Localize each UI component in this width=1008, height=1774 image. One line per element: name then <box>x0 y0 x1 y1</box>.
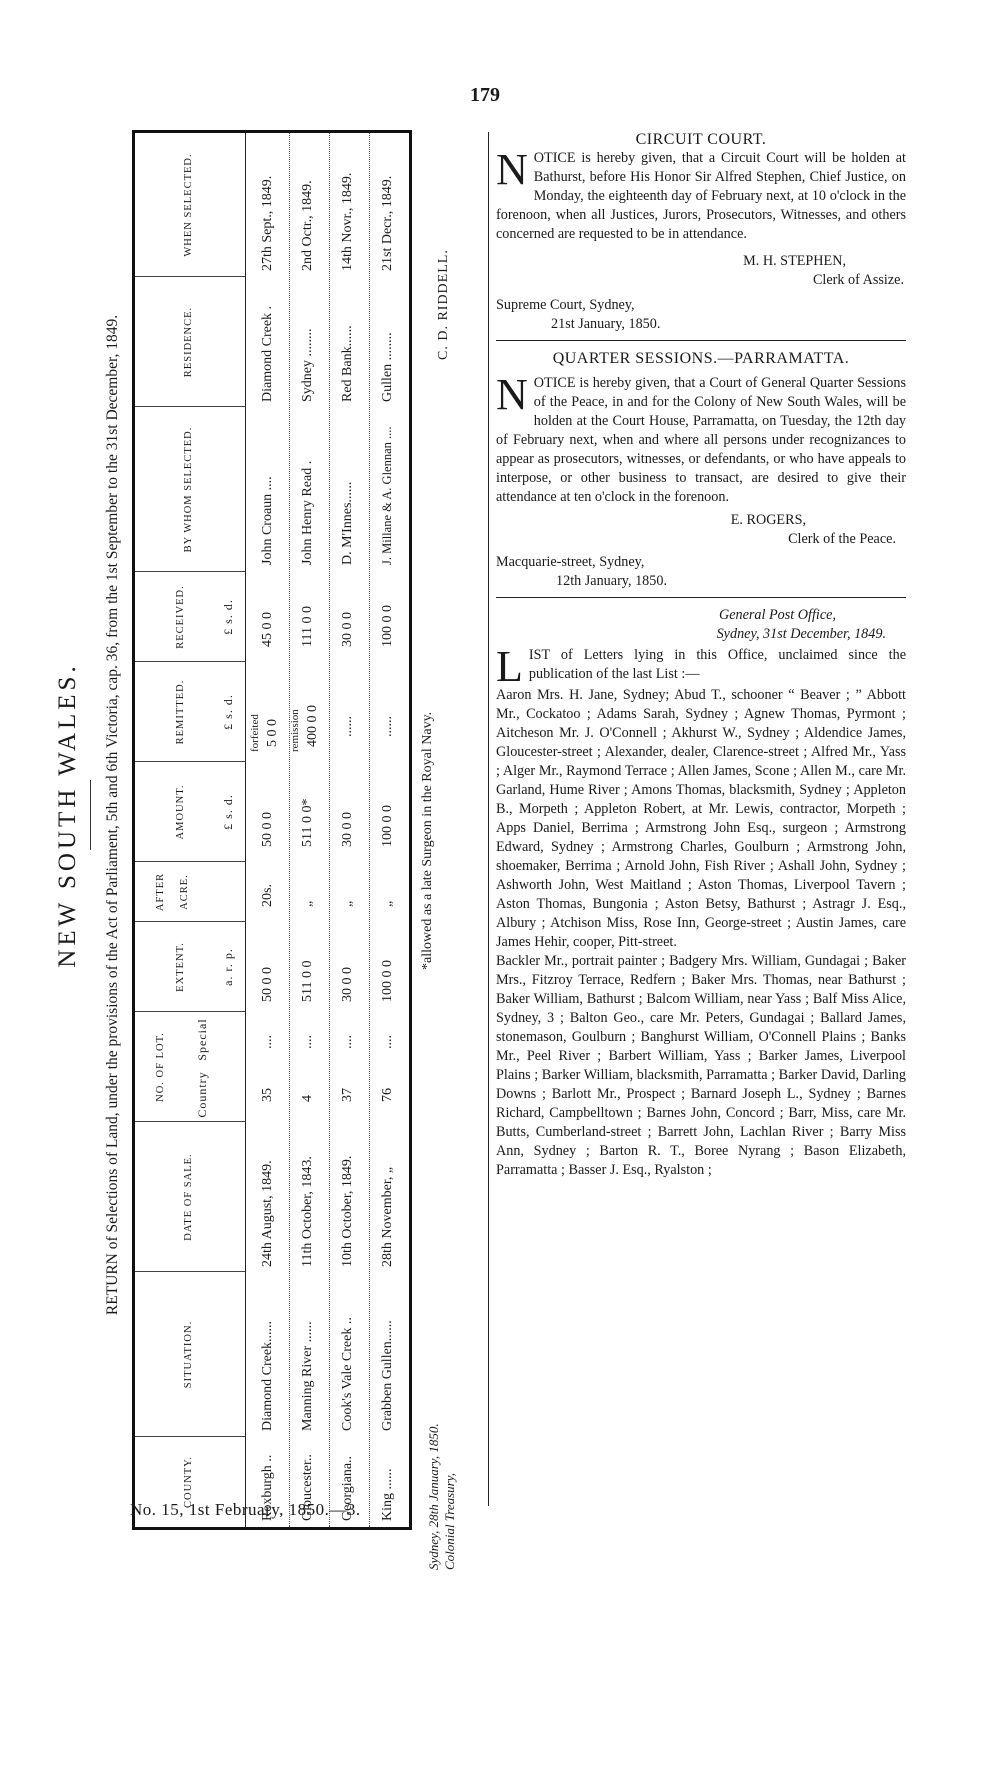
divider <box>496 597 906 598</box>
col-extent: EXTENT. a. r. p. <box>135 921 245 1012</box>
col-by-whom: BY WHOM SELECTED. <box>135 406 245 572</box>
quarter-notice: NOTICE is hereby given, that a Court of General Quarter Sessions of the Peace, in and for the Colony of New South Wales, will be holden at the Court House, Parramatta, on Tuesday, the 12th day of February next, when and where all persons under recognizances to appear as prosecutors, witnesses, or defendants, or who have appeals to interpose, or other business to transact, are desired to give their attendance at ten o'clock in the forenoon. <box>496 370 906 505</box>
circuit-title: CIRCUIT COURT. <box>635 131 767 148</box>
table-row: King ...... Grabben Gullen...... 28th November, „ 76 .... 100 0 0 „ 100 0 0 ...... 100 0 0 J. Millane & A. Glennan .... Gullen ........ 21st Decr., 1849. <box>380 175 395 1521</box>
circuit-notice: NOTICE is hereby given, that a Circuit Court will be holden at Bathurst, before His Honor Sir Alfred Stephen, Chief Justice, on Monday, the eighteenth day of February next, at 10 o'clock in the forenoon, when all Justices, Jurors, Prosecutors, Witnesses, and others concerned are requested to be in attendance. <box>496 145 906 242</box>
circuit-signer-title: Clerk of Assize. <box>812 272 904 288</box>
page-number: 179 <box>470 84 500 106</box>
col-received: RECEIVED. £ s. d. <box>135 571 245 662</box>
col-date: DATE OF SALE. <box>135 1121 245 1272</box>
signature-riddell: C. D. RIDDELL. <box>436 249 451 360</box>
col-county: COUNTY. <box>135 1436 245 1527</box>
table-row: Roxburgh .. Diamond Creek...... 24th August, 1849. 35 .... 50 0 0 20s. 50 0 0 forfeited 5 0 0 45 0 0 John Croaun .... Diamond Creek . 27th Sept., 1849. <box>251 133 290 1527</box>
quarter-place: Macquarie-street, Sydney, <box>496 554 645 570</box>
quarter-title: QUARTER SESSIONS.—PARRAMATTA. <box>552 350 850 367</box>
treasury-place: Colonial Treasury, <box>442 1472 457 1570</box>
footnote: *allowed as a late Surgeon in the Royal Navy. <box>420 711 435 970</box>
quarter-signer-title: Clerk of the Peace. <box>788 531 896 547</box>
col-acre: AFTER ACRE. <box>135 861 245 922</box>
dropcap: L <box>496 642 523 691</box>
land-return-section <box>50 100 457 1570</box>
col-when: WHEN SELECTED. <box>183 153 194 257</box>
circuit-place: Supreme Court, Sydney, <box>496 297 635 313</box>
quarter-date: 12th January, 1850. <box>556 573 667 589</box>
circuit-date: 21st January, 1850. <box>551 316 661 332</box>
letters-intro: LIST of Letters lying in this Office, unclaimed since the publication of the last List :— <box>496 642 906 691</box>
treasury-date: Sydney, 28th January, 1850. <box>426 1423 441 1570</box>
letters-list-b: Backler Mr., portrait painter ; Badgery Mrs. William, Gundagai ; Baker Mrs., Fitzroy Terrace, Redfern ; Baker Mrs. Thomas, near Bathurst ; Baker William, Bathurst ; Balcom William, near Yass ; Balf Miss Alice, Sydney, 3 ; Balton Geo., care Mr. Peters, Gundagai ; Ballard James, stonemason, Goulburn ; Banghurst William, O'Connell Plains ; Banks Mr., Peel River ; Barbert William, Yass ; Barker James, Liverpool Plains ; Barker William, blacksmith, Parramatta ; Barker David, Darling Downs ; Barlott Mr., Prospect ; Barnard Joseph L., Sydney ; Barnes Richard, Campbelltown ; Barnes John, Concord ; Barr, Miss, care Mr. Butts, Cumberland-street ; Barrett John, Lachlan River ; Barry Miss Ann, Sydney ; Barton R. T., Boree Nyrang ; Bason Elizabeth, Parramatta ; Basser J. Esq., Ryalston ; <box>496 953 906 1178</box>
table-row: Georgiana.. Cook's Vale Creek .. 10th October, 1849. 37 .... 30 0 0 „ 30 0 0 ...... 30 0 0 D. M'Innes...... Red Bank...... 14th Novr., 1849. <box>331 133 370 1527</box>
heading-rule <box>90 780 91 850</box>
column-divider <box>488 132 489 1506</box>
col-lot: NO. OF LOT. Country Special <box>135 1011 245 1122</box>
post-office-heading: General Post Office, <box>718 607 836 623</box>
quarter-signer: E. ROGERS, <box>730 512 806 528</box>
col-remitted: REMITTED. £ s. d. <box>135 661 245 762</box>
table-row: Gloucester.. Manning River ...... 11th October, 1843. 4 .... 511 0 0 „ 511 0 0* remission 400 0 0 111 0 0 John Henry Read . Sydney ........ 2nd Octr., 1849. <box>291 133 330 1527</box>
right-column <box>496 130 906 1180</box>
post-office-dateline: Sydney, 31st December, 1849. <box>716 626 886 642</box>
divider <box>496 340 906 341</box>
col-amount: AMOUNT. £ s. d. <box>135 761 245 862</box>
letters-list-a: Aaron Mrs. H. Jane, Sydney; Abud T., schooner “ Beaver ; ” Abbott Mr., Cockatoo ; Adams Sarah, Sydney ; Agnew Thomas, Pyrmont ; Aitcheson Mr. J. O'Connell ; Akhurst W., Sydney ; Aldendice James, Gloucester-street ; Alexander, dealer, Clarence-street ; Alfred Mr., Yass ; Alger Mr., Raymond Terrace ; Allen James, Scone ; Allen M., care Mr. Garland, Hume River ; Amons Thomas, blacksmith, Sydney ; Appleton B., Morpeth ; Appleton Robert, at Mr. Lewis, contractor, Morpeth ; Apps Daniel, Berrima ; Armstrong John Esq., surgeon ; Armstrong Edward, Sydney ; Armstrong Charles, Goulburn ; Armstrong John, shoemaker, Berrima ; Arnold John, Fish River ; Ashall John, Sydney ; Ashworth John, West Maitland ; Aston Thomas, Liverpool Tavern ; Aston Thomas, Bungonia ; Aston Betsy, Bathurst ; Astragr J. Esq., Albury ; Atchison Miss, Rose Inn, George-street ; Austin James, care James Hehir, cooper, Pitt-street. <box>496 687 906 950</box>
col-residence: RESIDENCE. <box>135 276 245 407</box>
col-situation: SITUATION. <box>135 1271 245 1437</box>
dropcap: N <box>496 370 528 419</box>
land-return-table <box>132 130 412 1530</box>
return-subtitle: RETURN of Selections of Land, under the provisions of the Act of Parliament, 5th and 6th Victoria, cap. 36, from the 1st September to the 31st December, 1849. <box>104 314 121 1316</box>
state-heading: NEW SOUTH WALES. <box>54 662 81 968</box>
circuit-signer: M. H. STEPHEN, <box>743 253 846 269</box>
dropcap: N <box>496 145 528 194</box>
issue-number: No. 15, 1st February, 1850.—3. <box>130 1500 361 1519</box>
table-header <box>135 133 246 1527</box>
